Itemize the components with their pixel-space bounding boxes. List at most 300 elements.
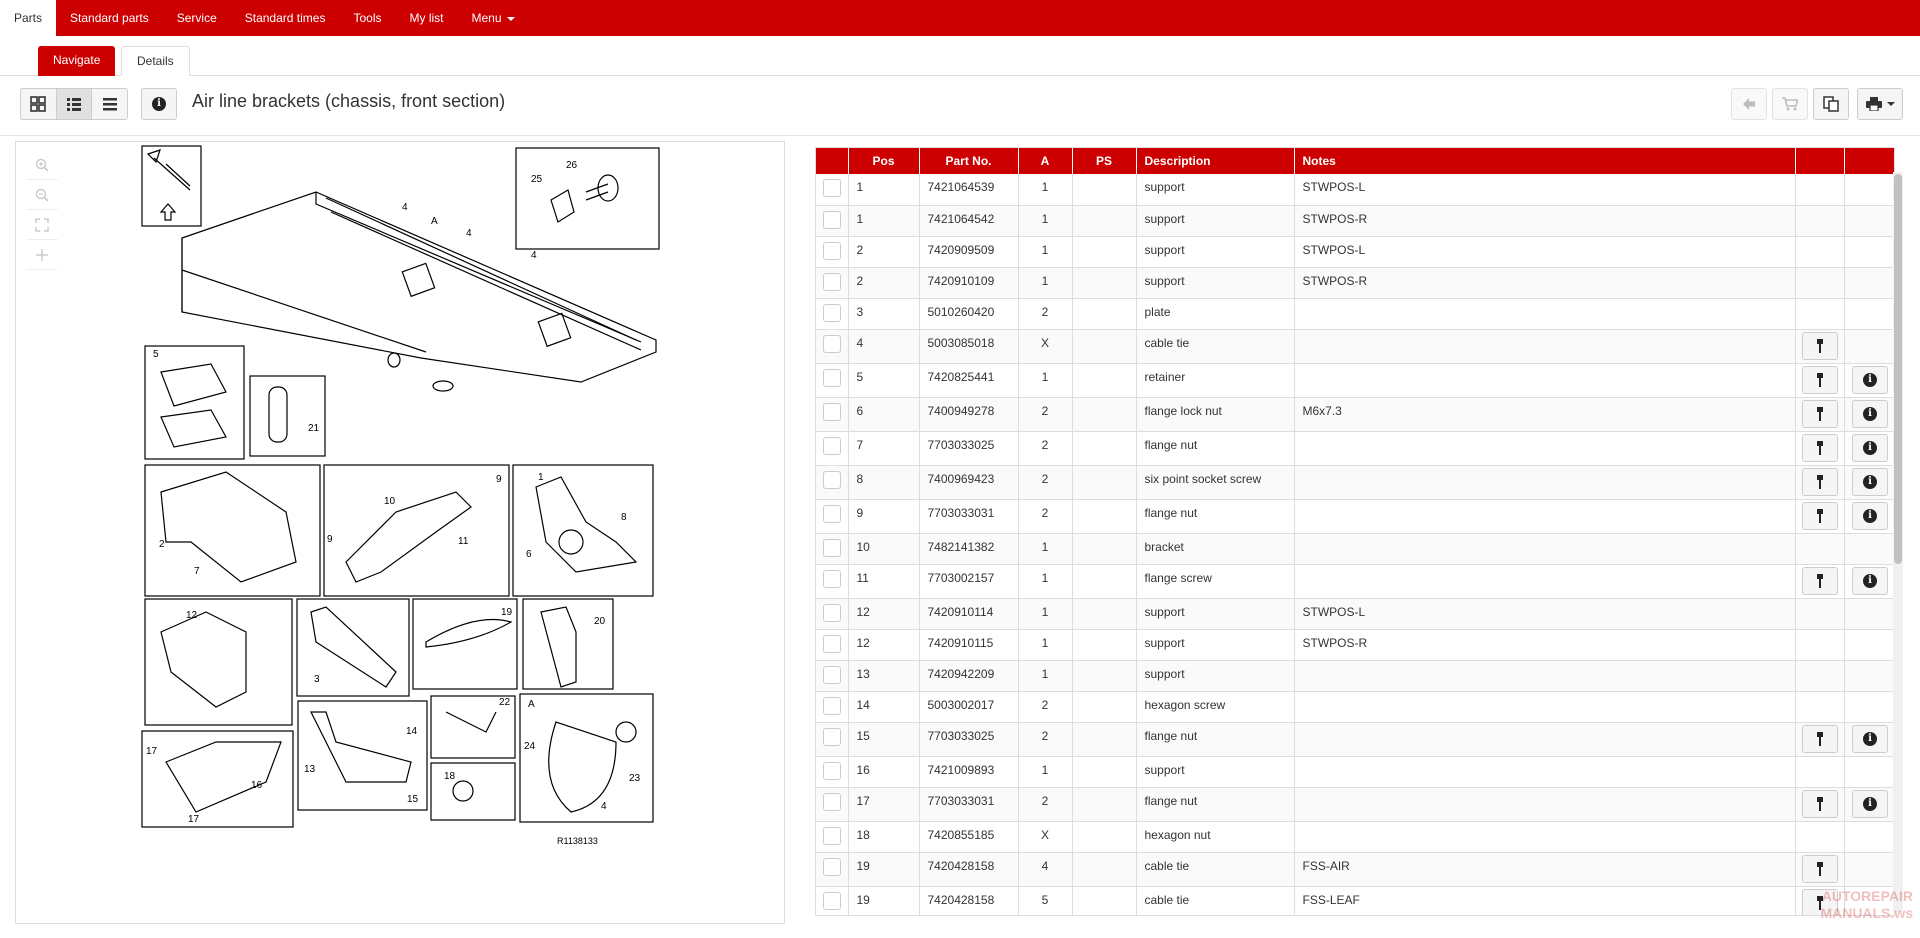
table-row[interactable]: [816, 363, 1895, 397]
ps-cell: [1072, 236, 1136, 267]
tool-cell: [1795, 598, 1844, 629]
description-cell: flange screw: [1136, 564, 1294, 598]
notes-cell: [1294, 533, 1795, 564]
svg-text:26: 26: [566, 160, 578, 171]
info-cell: [1844, 722, 1895, 756]
row-checkbox[interactable]: [823, 179, 841, 197]
description-cell: plate: [1136, 298, 1294, 329]
part-no-cell: 7400949278: [919, 397, 1018, 431]
info-cell: [1844, 598, 1895, 629]
info-cell: [1844, 564, 1895, 598]
row-checkbox[interactable]: [823, 892, 841, 910]
svg-text:13: 13: [304, 764, 316, 775]
pos-cell: 12: [848, 629, 919, 660]
svg-text:15: 15: [407, 794, 419, 805]
pos-cell: 3: [848, 298, 919, 329]
grid-icon: [30, 96, 46, 112]
description-cell: cable tie: [1136, 329, 1294, 363]
col-select: [816, 148, 848, 174]
svg-text:6: 6: [526, 549, 532, 560]
a-cell: 1: [1018, 598, 1072, 629]
tool-button[interactable]: [1802, 366, 1838, 394]
ps-cell: [1072, 174, 1136, 205]
table-row[interactable]: [816, 821, 1895, 852]
table-row[interactable]: [816, 298, 1895, 329]
ps-cell: [1072, 465, 1136, 499]
ps-cell: [1072, 533, 1136, 564]
pos-cell: 12: [848, 598, 919, 629]
info-icon: i: [1863, 797, 1877, 811]
tool-button[interactable]: [1802, 790, 1838, 818]
ps-cell: [1072, 660, 1136, 691]
info-cell: [1844, 174, 1895, 205]
a-cell: 1: [1018, 236, 1072, 267]
ps-cell: [1072, 329, 1136, 363]
description-cell: cable tie: [1136, 886, 1294, 916]
row-checkbox[interactable]: [823, 505, 841, 523]
part-no-cell: 7420909509: [919, 236, 1018, 267]
parts-table-body: [816, 174, 1895, 916]
a-cell: 1: [1018, 756, 1072, 787]
svg-text:A: A: [431, 216, 438, 227]
description-cell: retainer: [1136, 363, 1294, 397]
svg-text:4: 4: [601, 801, 607, 812]
notes-cell: STWPOS-R: [1294, 205, 1795, 236]
part-no-cell: 7420428158: [919, 852, 1018, 886]
part-no-cell: 7420910114: [919, 598, 1018, 629]
table-header: [816, 148, 1895, 174]
info-icon: i: [152, 97, 166, 111]
nav-parts[interactable]: Parts: [0, 0, 56, 36]
row-checkbox[interactable]: [823, 570, 841, 588]
a-cell: 2: [1018, 787, 1072, 821]
tool-cell: [1795, 499, 1844, 533]
row-checkbox[interactable]: [823, 304, 841, 322]
notes-cell: [1294, 691, 1795, 722]
notes-cell: STWPOS-R: [1294, 629, 1795, 660]
ps-cell: [1072, 431, 1136, 465]
ps-cell: [1072, 499, 1136, 533]
diagram-panel[interactable]: [15, 141, 785, 924]
tool-button[interactable]: [1802, 332, 1838, 360]
row-checkbox[interactable]: [823, 211, 841, 229]
nav-standard-times[interactable]: Standard times: [244, 11, 326, 25]
part-info-button[interactable]: [1852, 400, 1888, 428]
pos-cell: 6: [848, 397, 919, 431]
a-cell: 1: [1018, 660, 1072, 691]
info-icon: i: [1863, 732, 1877, 746]
sub-tabs: [0, 36, 1920, 76]
tool-button[interactable]: [1802, 567, 1838, 595]
table-row[interactable]: [816, 564, 1895, 598]
table-row[interactable]: [816, 465, 1895, 499]
tool-cell: [1795, 852, 1844, 886]
col-a[interactable]: A: [1018, 148, 1072, 174]
row-select-cell: [816, 756, 848, 787]
tool-cell: [1795, 205, 1844, 236]
svg-text:9: 9: [496, 474, 502, 485]
pos-cell: 2: [848, 267, 919, 298]
pos-cell: 4: [848, 329, 919, 363]
pos-cell: 1: [848, 205, 919, 236]
tool-button[interactable]: [1802, 400, 1838, 428]
ps-cell: [1072, 205, 1136, 236]
caret-down-icon: [507, 17, 515, 21]
table-row[interactable]: [816, 598, 1895, 629]
row-select-cell: [816, 465, 848, 499]
a-cell: X: [1018, 821, 1072, 852]
table-row[interactable]: [816, 660, 1895, 691]
notes-cell: [1294, 363, 1795, 397]
watermark-line-1: AUTOREPAIR: [1821, 888, 1913, 904]
row-select-cell: [816, 499, 848, 533]
ps-cell: [1072, 629, 1136, 660]
pos-cell: 7: [848, 431, 919, 465]
tool-cell: [1795, 821, 1844, 852]
nav-tools[interactable]: Tools: [353, 11, 382, 25]
part-info-button[interactable]: [1852, 366, 1888, 394]
parts-table: [816, 148, 1895, 916]
split-view-button[interactable]: [57, 89, 93, 119]
part-no-cell: 7703002157: [919, 564, 1018, 598]
pos-cell: 5: [848, 363, 919, 397]
svg-text:14: 14: [406, 726, 418, 737]
row-checkbox[interactable]: [823, 793, 841, 811]
tool-button[interactable]: [1802, 434, 1838, 462]
description-cell: support: [1136, 660, 1294, 691]
part-info-button[interactable]: [1852, 790, 1888, 818]
tab-navigate[interactable]: Navigate: [38, 46, 115, 76]
ps-cell: [1072, 886, 1136, 916]
tool-cell: [1795, 691, 1844, 722]
col-description[interactable]: Description: [1136, 148, 1294, 174]
description-cell: support: [1136, 598, 1294, 629]
table-row[interactable]: [816, 329, 1895, 363]
tool-cell: [1795, 363, 1844, 397]
part-no-cell: 7400969423: [919, 465, 1018, 499]
a-cell: 2: [1018, 431, 1072, 465]
ps-cell: [1072, 397, 1136, 431]
a-cell: X: [1018, 329, 1072, 363]
ps-cell: [1072, 298, 1136, 329]
nav-menu[interactable]: [457, 0, 528, 36]
part-no-cell: 7421009893: [919, 756, 1018, 787]
notes-cell: [1294, 465, 1795, 499]
ps-cell: [1072, 852, 1136, 886]
svg-text:23: 23: [629, 773, 641, 784]
notes-cell: [1294, 298, 1795, 329]
row-select-cell: [816, 205, 848, 236]
nav-service[interactable]: Service: [176, 11, 217, 25]
row-select-cell: [816, 691, 848, 722]
part-info-button[interactable]: [1852, 502, 1888, 530]
watermark: [1768, 888, 1913, 928]
svg-text:17: 17: [146, 746, 158, 757]
table-row[interactable]: [816, 267, 1895, 298]
svg-text:12: 12: [186, 610, 198, 621]
svg-text:2: 2: [159, 539, 165, 550]
svg-text:20: 20: [594, 616, 606, 627]
svg-text:18: 18: [444, 771, 456, 782]
tool-button[interactable]: [1802, 502, 1838, 530]
svg-text:8: 8: [621, 512, 627, 523]
table-row[interactable]: [816, 236, 1895, 267]
part-no-cell: 7420428158: [919, 886, 1018, 916]
caret-down-icon: [1887, 102, 1895, 106]
wrench-icon: [1814, 339, 1826, 353]
tool-cell: [1795, 174, 1844, 205]
tool-cell: [1795, 236, 1844, 267]
a-cell: 2: [1018, 298, 1072, 329]
row-select-cell: [816, 174, 848, 205]
row-checkbox[interactable]: [823, 403, 841, 421]
svg-text:25: 25: [531, 174, 543, 185]
row-checkbox[interactable]: [823, 827, 841, 845]
tool-cell: [1795, 660, 1844, 691]
row-checkbox[interactable]: [823, 635, 841, 653]
row-checkbox[interactable]: [823, 539, 841, 557]
row-select-cell: [816, 787, 848, 821]
table-row[interactable]: [816, 691, 1895, 722]
row-select-cell: [816, 660, 848, 691]
part-no-cell: 5010260420: [919, 298, 1018, 329]
svg-text:21: 21: [308, 423, 320, 434]
menu-lines-icon: [102, 96, 118, 112]
description-cell: support: [1136, 629, 1294, 660]
table-row[interactable]: [816, 431, 1895, 465]
info-cell: [1844, 852, 1895, 886]
nav-my-list[interactable]: My list: [409, 11, 444, 25]
notes-cell: [1294, 499, 1795, 533]
row-checkbox[interactable]: [823, 666, 841, 684]
svg-text:10: 10: [384, 496, 396, 507]
pos-cell: 13: [848, 660, 919, 691]
pos-cell: 19: [848, 852, 919, 886]
notes-cell: [1294, 660, 1795, 691]
a-cell: 4: [1018, 852, 1072, 886]
info-cell: [1844, 691, 1895, 722]
info-cell: [1844, 756, 1895, 787]
copy-icon: [1823, 96, 1839, 112]
wrench-icon: [1814, 732, 1826, 746]
table-row[interactable]: [816, 886, 1895, 916]
svg-text:17: 17: [188, 814, 200, 825]
col-notes[interactable]: Notes: [1294, 148, 1795, 174]
col-ps[interactable]: PS: [1072, 148, 1136, 174]
row-checkbox[interactable]: [823, 604, 841, 622]
row-select-cell: [816, 852, 848, 886]
notes-cell: STWPOS-L: [1294, 174, 1795, 205]
print-button[interactable]: [1857, 88, 1903, 120]
notes-cell: [1294, 431, 1795, 465]
tool-cell: [1795, 787, 1844, 821]
row-select-cell: [816, 236, 848, 267]
back-button[interactable]: [1731, 88, 1767, 120]
part-info-button[interactable]: [1852, 468, 1888, 496]
notes-cell: [1294, 756, 1795, 787]
part-no-cell: 5003085018: [919, 329, 1018, 363]
table-row[interactable]: [816, 722, 1895, 756]
part-info-button[interactable]: [1852, 725, 1888, 753]
pos-cell: 8: [848, 465, 919, 499]
list-view-button[interactable]: [92, 89, 127, 119]
svg-text:22: 22: [499, 697, 511, 708]
row-checkbox[interactable]: [823, 858, 841, 876]
wrench-icon: [1814, 407, 1826, 421]
row-checkbox[interactable]: [823, 471, 841, 489]
row-select-cell: [816, 397, 848, 431]
description-cell: hexagon screw: [1136, 691, 1294, 722]
copy-button[interactable]: [1813, 88, 1849, 120]
part-no-cell: 7421064539: [919, 174, 1018, 205]
add-to-cart-button[interactable]: [1772, 88, 1808, 120]
table-row[interactable]: [816, 756, 1895, 787]
col-part-no[interactable]: Part No.: [919, 148, 1018, 174]
part-info-button[interactable]: [1852, 434, 1888, 462]
tool-cell: [1795, 298, 1844, 329]
a-cell: 1: [1018, 363, 1072, 397]
a-cell: 2: [1018, 397, 1072, 431]
a-cell: 1: [1018, 205, 1072, 236]
notes-cell: STWPOS-L: [1294, 236, 1795, 267]
part-no-cell: 7420910115: [919, 629, 1018, 660]
wrench-icon: [1814, 475, 1826, 489]
page-title: Air line brackets (chassis, front section): [192, 91, 506, 111]
table-row[interactable]: [816, 397, 1895, 431]
part-info-button[interactable]: [1852, 567, 1888, 595]
a-cell: 1: [1018, 564, 1072, 598]
svg-text:4: 4: [402, 202, 408, 213]
info-cell: [1844, 821, 1895, 852]
ps-cell: [1072, 821, 1136, 852]
notes-cell: [1294, 787, 1795, 821]
ps-cell: [1072, 691, 1136, 722]
part-no-cell: 7703033031: [919, 787, 1018, 821]
printer-icon: [1866, 97, 1882, 111]
part-no-cell: 7420825441: [919, 363, 1018, 397]
pos-cell: 10: [848, 533, 919, 564]
info-icon: i: [1863, 407, 1877, 421]
table-row[interactable]: [816, 499, 1895, 533]
tool-cell: [1795, 431, 1844, 465]
info-button[interactable]: [141, 88, 177, 120]
table-row[interactable]: [816, 787, 1895, 821]
part-no-cell: 7482141382: [919, 533, 1018, 564]
col-tool: [1795, 148, 1844, 174]
arrow-left-icon: [1742, 97, 1756, 111]
description-cell: support: [1136, 236, 1294, 267]
notes-cell: FSS-AIR: [1294, 852, 1795, 886]
row-checkbox[interactable]: [823, 369, 841, 387]
nav-standard-parts[interactable]: Standard parts: [70, 11, 149, 25]
info-cell: [1844, 236, 1895, 267]
ps-cell: [1072, 787, 1136, 821]
description-cell: flange nut: [1136, 431, 1294, 465]
info-icon: i: [1863, 574, 1877, 588]
tool-cell: [1795, 629, 1844, 660]
table-row[interactable]: [816, 205, 1895, 236]
cart-icon: [1782, 97, 1798, 111]
wrench-icon: [1814, 574, 1826, 588]
ps-cell: [1072, 722, 1136, 756]
svg-text:4: 4: [531, 250, 537, 261]
row-select-cell: [816, 431, 848, 465]
tool-cell: [1795, 533, 1844, 564]
svg-text:3: 3: [314, 674, 320, 685]
row-select-cell: [816, 329, 848, 363]
info-cell: [1844, 363, 1895, 397]
table-row[interactable]: [816, 174, 1895, 205]
tab-details[interactable]: Details: [121, 46, 190, 76]
table-scrollbar[interactable]: [1893, 172, 1903, 912]
wrench-icon: [1814, 862, 1826, 876]
row-select-cell: [816, 821, 848, 852]
scrollbar-thumb[interactable]: [1894, 174, 1902, 564]
row-select-cell: [816, 267, 848, 298]
tool-cell: [1795, 267, 1844, 298]
table-row[interactable]: [816, 852, 1895, 886]
part-no-cell: 7703033031: [919, 499, 1018, 533]
nav-menu-label: Menu: [471, 11, 502, 25]
tool-cell: [1795, 465, 1844, 499]
svg-text:16: 16: [251, 780, 263, 791]
ps-cell: [1072, 267, 1136, 298]
notes-cell: [1294, 722, 1795, 756]
wrench-icon: [1814, 509, 1826, 523]
row-checkbox[interactable]: [823, 728, 841, 746]
row-checkbox[interactable]: [823, 242, 841, 260]
tool-cell: [1795, 756, 1844, 787]
tool-button[interactable]: [1802, 855, 1838, 883]
row-checkbox[interactable]: [823, 697, 841, 715]
svg-text:19: 19: [501, 607, 513, 618]
row-checkbox[interactable]: [823, 762, 841, 780]
pos-cell: 9: [848, 499, 919, 533]
pos-cell: 17: [848, 787, 919, 821]
row-select-cell: [816, 598, 848, 629]
description-cell: support: [1136, 267, 1294, 298]
wrench-icon: [1814, 441, 1826, 455]
row-select-cell: [816, 629, 848, 660]
wrench-icon: [1814, 373, 1826, 387]
col-pos[interactable]: Pos: [848, 148, 919, 174]
tool-button[interactable]: [1802, 725, 1838, 753]
table-row[interactable]: [816, 533, 1895, 564]
row-checkbox[interactable]: [823, 335, 841, 353]
table-row[interactable]: [816, 629, 1895, 660]
info-cell: [1844, 397, 1895, 431]
tool-button[interactable]: [1802, 468, 1838, 496]
row-checkbox[interactable]: [823, 437, 841, 455]
description-cell: support: [1136, 174, 1294, 205]
row-select-cell: [816, 722, 848, 756]
description-cell: flange lock nut: [1136, 397, 1294, 431]
description-cell: support: [1136, 756, 1294, 787]
a-cell: 2: [1018, 499, 1072, 533]
info-cell: [1844, 267, 1895, 298]
info-cell: [1844, 205, 1895, 236]
info-icon: i: [1863, 373, 1877, 387]
watermark-line-2: MANUALS.ws: [1820, 905, 1913, 921]
grid-view-button[interactable]: [21, 89, 57, 119]
part-no-cell: 7703033025: [919, 722, 1018, 756]
part-no-cell: 5003002017: [919, 691, 1018, 722]
a-cell: 2: [1018, 465, 1072, 499]
svg-text:24: 24: [524, 741, 536, 752]
a-cell: 5: [1018, 886, 1072, 916]
row-checkbox[interactable]: [823, 273, 841, 291]
svg-text:4: 4: [466, 228, 472, 239]
